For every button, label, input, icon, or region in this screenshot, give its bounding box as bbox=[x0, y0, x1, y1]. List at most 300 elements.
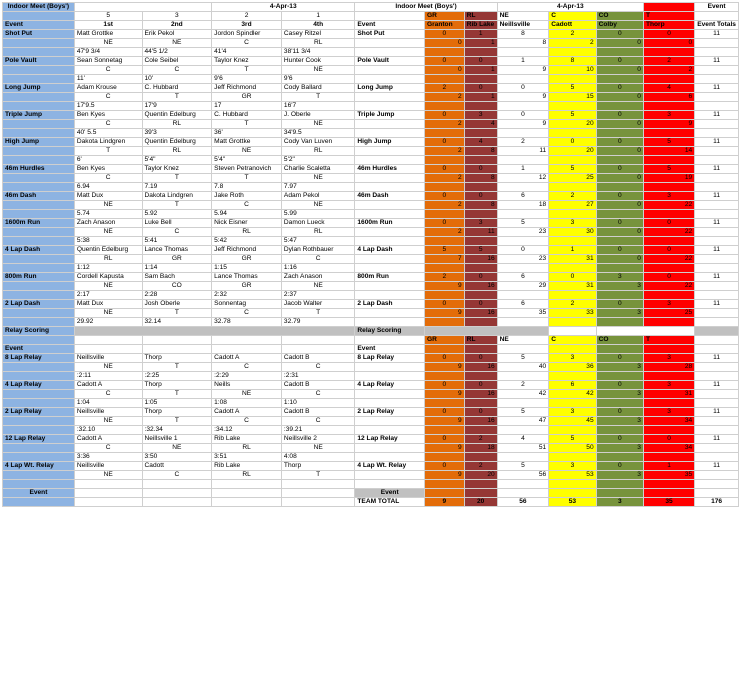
blank bbox=[695, 39, 739, 48]
blank bbox=[3, 120, 75, 129]
blank bbox=[497, 453, 549, 462]
cumulative-points: 8 bbox=[464, 174, 497, 183]
cumulative-points: 9 bbox=[424, 417, 464, 426]
athlete-team: T bbox=[281, 309, 354, 318]
blank bbox=[74, 327, 355, 336]
event-points: 0 bbox=[596, 111, 643, 120]
points-header: 5 bbox=[74, 12, 142, 21]
athlete-name: Cadott B bbox=[281, 354, 354, 363]
cumulative-points: 0 bbox=[596, 228, 643, 237]
blank bbox=[355, 426, 425, 435]
event-points: 0 bbox=[643, 30, 694, 39]
athlete-name: Thorp bbox=[142, 408, 212, 417]
athlete-team: NE bbox=[212, 390, 282, 399]
title-row bbox=[3, 3, 739, 12]
team-total-3: 53 bbox=[549, 498, 596, 507]
event-total: 11 bbox=[695, 30, 739, 39]
blank bbox=[464, 345, 497, 354]
meet-title-right: Indoor Meet (Boys') bbox=[355, 3, 497, 12]
blank bbox=[3, 336, 75, 345]
athlete-team: C bbox=[74, 66, 142, 75]
athlete-mark: 2:17 bbox=[74, 291, 142, 300]
event-points: 0 bbox=[596, 408, 643, 417]
blank bbox=[3, 372, 75, 381]
event-name-right: Shot Put bbox=[355, 30, 425, 39]
athlete-mark: 5.99 bbox=[281, 210, 354, 219]
team-row bbox=[3, 93, 739, 102]
athlete-mark: :34.12 bbox=[212, 426, 282, 435]
blank bbox=[74, 489, 142, 498]
athlete-name: Thorp bbox=[281, 462, 354, 471]
blank bbox=[695, 93, 739, 102]
athlete-name: Dakota Lindgren bbox=[74, 138, 142, 147]
event-total: 11 bbox=[695, 435, 739, 444]
athlete-team: C bbox=[142, 228, 212, 237]
event-name: 8 Lap Relay bbox=[3, 354, 75, 363]
athlete-team: NE bbox=[74, 282, 142, 291]
blank bbox=[695, 471, 739, 480]
athlete-mark: 32.78 bbox=[212, 318, 282, 327]
place-header: 1st bbox=[74, 21, 142, 30]
event-row bbox=[3, 462, 739, 471]
blank bbox=[549, 318, 596, 327]
team-code-2: NE bbox=[497, 12, 549, 21]
event-row bbox=[3, 57, 739, 66]
athlete-name: Hunter Cook bbox=[281, 57, 354, 66]
event-points: 0 bbox=[596, 138, 643, 147]
blank bbox=[3, 66, 75, 75]
event-points: 3 bbox=[549, 408, 596, 417]
athlete-name: Nick Eisner bbox=[212, 219, 282, 228]
athlete-team: NE bbox=[74, 201, 142, 210]
blank bbox=[355, 309, 425, 318]
athlete-team: C bbox=[212, 363, 282, 372]
athlete-team: C bbox=[212, 309, 282, 318]
cumulative-points: 3 bbox=[596, 390, 643, 399]
blank bbox=[355, 174, 425, 183]
mark-row bbox=[3, 237, 739, 246]
event-points: 4 bbox=[497, 435, 549, 444]
athlete-team: T bbox=[142, 363, 212, 372]
relay-section-label-right: Relay Scoring bbox=[355, 327, 425, 336]
blank bbox=[643, 480, 694, 489]
athlete-mark: 10' bbox=[142, 75, 212, 84]
blank bbox=[549, 210, 596, 219]
cumulative-points: 6 bbox=[643, 93, 694, 102]
athlete-name: Jeff Richmond bbox=[212, 246, 282, 255]
blank bbox=[464, 129, 497, 138]
event-points: 0 bbox=[424, 111, 464, 120]
blank bbox=[643, 426, 694, 435]
meet-date: 4-Apr-13 bbox=[212, 3, 355, 12]
athlete-name: Charlie Scaletta bbox=[281, 165, 354, 174]
athlete-name: Sonnentag bbox=[212, 300, 282, 309]
team-row bbox=[3, 309, 739, 318]
blank bbox=[355, 282, 425, 291]
blank bbox=[355, 399, 425, 408]
event-points: 0 bbox=[424, 408, 464, 417]
team-code-0: GR bbox=[424, 12, 464, 21]
cumulative-points: 50 bbox=[549, 444, 596, 453]
blank bbox=[355, 183, 425, 192]
event-points: 3 bbox=[643, 192, 694, 201]
blank bbox=[3, 498, 75, 507]
blank bbox=[643, 453, 694, 462]
blank bbox=[497, 102, 549, 111]
athlete-mark: 5:42 bbox=[212, 237, 282, 246]
cumulative-points: 42 bbox=[497, 390, 549, 399]
blank bbox=[355, 201, 425, 210]
athlete-team: NE bbox=[281, 201, 354, 210]
athlete-mark: 5:38 bbox=[74, 237, 142, 246]
blank bbox=[464, 102, 497, 111]
blank bbox=[355, 336, 425, 345]
blank bbox=[549, 75, 596, 84]
athlete-name: Cadott A bbox=[74, 435, 142, 444]
blank bbox=[3, 390, 75, 399]
event-points: 5 bbox=[643, 138, 694, 147]
blank bbox=[281, 345, 354, 354]
blank bbox=[643, 48, 694, 57]
cumulative-points: 20 bbox=[549, 147, 596, 156]
athlete-team: T bbox=[281, 471, 354, 480]
blank bbox=[497, 129, 549, 138]
athlete-mark: 1:16 bbox=[281, 264, 354, 273]
cumulative-points: 0 bbox=[596, 39, 643, 48]
blank bbox=[464, 318, 497, 327]
event-name-right: Long Jump bbox=[355, 84, 425, 93]
athlete-name: Ben Kyes bbox=[74, 111, 142, 120]
blank bbox=[74, 345, 142, 354]
cumulative-points: 3 bbox=[596, 444, 643, 453]
athlete-mark: 32.14 bbox=[142, 318, 212, 327]
blank bbox=[355, 12, 425, 21]
athlete-team: RL bbox=[212, 228, 282, 237]
team-row bbox=[3, 174, 739, 183]
event-points: 0 bbox=[464, 354, 497, 363]
event-total: 11 bbox=[695, 111, 739, 120]
blank bbox=[695, 120, 739, 129]
athlete-name: Rib Lake bbox=[212, 435, 282, 444]
team-row bbox=[3, 417, 739, 426]
athlete-name: Neills bbox=[212, 381, 282, 390]
relay-team-code-0: GR bbox=[424, 336, 464, 345]
event-points: 3 bbox=[549, 354, 596, 363]
blank bbox=[695, 309, 739, 318]
athlete-name: Josh Oberle bbox=[142, 300, 212, 309]
blank bbox=[424, 489, 464, 498]
event-points: 1 bbox=[464, 30, 497, 39]
athlete-name: Lance Thomas bbox=[212, 273, 282, 282]
athlete-name: Dylan Rothbauer bbox=[281, 246, 354, 255]
event-points: 6 bbox=[497, 192, 549, 201]
blank bbox=[549, 399, 596, 408]
athlete-team: NE bbox=[281, 282, 354, 291]
athlete-team: GR bbox=[142, 255, 212, 264]
blank bbox=[549, 426, 596, 435]
event-points: 8 bbox=[497, 30, 549, 39]
blank bbox=[355, 318, 425, 327]
blank bbox=[3, 426, 75, 435]
athlete-mark: :32.34 bbox=[142, 426, 212, 435]
cumulative-points: 16 bbox=[464, 282, 497, 291]
event-name-right: 2 Lap Relay bbox=[355, 408, 425, 417]
blank bbox=[596, 372, 643, 381]
athlete-mark: 44'5 1/2 bbox=[142, 48, 212, 57]
blank bbox=[695, 264, 739, 273]
footer-event-label: Event bbox=[3, 489, 75, 498]
blank bbox=[464, 210, 497, 219]
blank bbox=[695, 48, 739, 57]
cumulative-points: 0 bbox=[643, 39, 694, 48]
blank bbox=[695, 399, 739, 408]
team-total-0: 9 bbox=[424, 498, 464, 507]
athlete-name: Damon Lueck bbox=[281, 219, 354, 228]
event-points: 3 bbox=[643, 111, 694, 120]
cumulative-points: 16 bbox=[464, 390, 497, 399]
athlete-team: T bbox=[142, 93, 212, 102]
athlete-mark: 38'11 3/4 bbox=[281, 48, 354, 57]
blank bbox=[3, 48, 75, 57]
event-row bbox=[3, 408, 739, 417]
cumulative-points: 3 bbox=[596, 309, 643, 318]
blank bbox=[549, 327, 596, 336]
blank bbox=[212, 498, 282, 507]
blank bbox=[596, 345, 643, 354]
cumulative-points: 9 bbox=[497, 120, 549, 129]
blank bbox=[695, 327, 739, 336]
event-total: 11 bbox=[695, 300, 739, 309]
blank bbox=[596, 102, 643, 111]
team-row bbox=[3, 147, 739, 156]
athlete-team: T bbox=[212, 174, 282, 183]
team-row bbox=[3, 282, 739, 291]
athlete-mark: 5.74 bbox=[74, 210, 142, 219]
relay-team-code-3: C bbox=[549, 336, 596, 345]
athlete-name: Lance Thomas bbox=[142, 246, 212, 255]
blank bbox=[3, 201, 75, 210]
cumulative-points: 22 bbox=[643, 228, 694, 237]
athlete-mark: 41'4 bbox=[212, 48, 282, 57]
blank bbox=[3, 174, 75, 183]
cumulative-points: 1 bbox=[464, 39, 497, 48]
team-name-5: Thorp bbox=[643, 21, 694, 30]
blank bbox=[643, 102, 694, 111]
blank bbox=[596, 291, 643, 300]
event-points: 0 bbox=[549, 273, 596, 282]
event-points: 6 bbox=[549, 381, 596, 390]
event-total: 11 bbox=[695, 192, 739, 201]
cumulative-points: 9 bbox=[643, 120, 694, 129]
blank bbox=[3, 129, 75, 138]
place-header: 3rd bbox=[212, 21, 282, 30]
cumulative-points: 9 bbox=[497, 66, 549, 75]
athlete-team: RL bbox=[74, 255, 142, 264]
blank bbox=[424, 327, 548, 336]
athlete-name: Zach Anason bbox=[281, 273, 354, 282]
blank bbox=[643, 489, 694, 498]
athlete-name: Quentin Edelburg bbox=[74, 246, 142, 255]
athlete-team: C bbox=[74, 93, 142, 102]
athlete-name: Quentin Edelburg bbox=[142, 111, 212, 120]
event-points: 0 bbox=[424, 354, 464, 363]
event-name: 2 Lap Dash bbox=[3, 300, 75, 309]
cumulative-points: 3 bbox=[596, 417, 643, 426]
blank bbox=[424, 453, 464, 462]
cumulative-points: 9 bbox=[497, 93, 549, 102]
blank bbox=[695, 453, 739, 462]
event-name-right: 4 Lap Relay bbox=[355, 381, 425, 390]
blank bbox=[355, 66, 425, 75]
blank bbox=[3, 237, 75, 246]
blank bbox=[643, 372, 694, 381]
footer-event-row bbox=[3, 489, 739, 498]
event-points: 0 bbox=[596, 246, 643, 255]
event-points: 0 bbox=[549, 138, 596, 147]
cumulative-points: 31 bbox=[549, 282, 596, 291]
athlete-team: T bbox=[74, 147, 142, 156]
blank bbox=[596, 48, 643, 57]
cumulative-points: 3 bbox=[596, 471, 643, 480]
event-total: 11 bbox=[695, 462, 739, 471]
blank bbox=[596, 156, 643, 165]
blank bbox=[549, 345, 596, 354]
blank bbox=[424, 426, 464, 435]
event-name-right: 800m Run bbox=[355, 273, 425, 282]
blank bbox=[549, 291, 596, 300]
athlete-mark bbox=[74, 480, 142, 489]
blank bbox=[596, 327, 695, 336]
blank bbox=[596, 210, 643, 219]
meet-title: Indoor Meet (Boys') bbox=[3, 3, 75, 12]
athlete-team: RL bbox=[212, 471, 282, 480]
blank bbox=[695, 12, 739, 21]
mark-row bbox=[3, 426, 739, 435]
athlete-name: Adam Krouse bbox=[74, 84, 142, 93]
athlete-mark: 1:14 bbox=[142, 264, 212, 273]
blank bbox=[74, 336, 142, 345]
cumulative-points: 9 bbox=[424, 363, 464, 372]
athlete-name: Taylor Knez bbox=[142, 165, 212, 174]
cumulative-points: 3 bbox=[596, 282, 643, 291]
athlete-mark: :2:31 bbox=[281, 372, 354, 381]
team-name-4: Colby bbox=[596, 21, 643, 30]
cumulative-points: 15 bbox=[549, 93, 596, 102]
cumulative-points: 25 bbox=[643, 309, 694, 318]
blank bbox=[424, 372, 464, 381]
cumulative-points: 10 bbox=[549, 66, 596, 75]
athlete-name: Jordon Spindler bbox=[212, 30, 282, 39]
team-row bbox=[3, 201, 739, 210]
blank bbox=[212, 336, 282, 345]
event-points: 0 bbox=[464, 300, 497, 309]
blank bbox=[695, 390, 739, 399]
blank bbox=[464, 489, 497, 498]
event-points: 3 bbox=[643, 381, 694, 390]
blank bbox=[3, 309, 75, 318]
athlete-mark: 17 bbox=[212, 102, 282, 111]
athlete-team: C bbox=[74, 120, 142, 129]
athlete-team: C bbox=[212, 39, 282, 48]
blank bbox=[3, 471, 75, 480]
athlete-name: Thorp bbox=[142, 354, 212, 363]
athlete-team: T bbox=[142, 309, 212, 318]
blank bbox=[695, 489, 739, 498]
athlete-team: C bbox=[212, 417, 282, 426]
event-row bbox=[3, 30, 739, 39]
blank bbox=[142, 345, 212, 354]
blank bbox=[355, 210, 425, 219]
team-name-3: Cadott bbox=[549, 21, 596, 30]
team-total-label: TEAM TOTAL bbox=[355, 498, 425, 507]
event-points: 6 bbox=[497, 273, 549, 282]
relay-codes-row bbox=[3, 336, 739, 345]
athlete-team: CO bbox=[142, 282, 212, 291]
athlete-mark: 3:51 bbox=[212, 453, 282, 462]
mark-row bbox=[3, 453, 739, 462]
team-row bbox=[3, 228, 739, 237]
event-points: 1 bbox=[549, 246, 596, 255]
blank bbox=[424, 102, 464, 111]
athlete-name: Matt Grottke bbox=[212, 138, 282, 147]
athlete-name: Ben Kyes bbox=[74, 165, 142, 174]
blank bbox=[497, 399, 549, 408]
event-name: 4 Lap Dash bbox=[3, 246, 75, 255]
athlete-name: Matt Grottke bbox=[74, 30, 142, 39]
athlete-team: C bbox=[142, 66, 212, 75]
athlete-mark: :2:11 bbox=[74, 372, 142, 381]
athlete-team: RL bbox=[281, 147, 354, 156]
cumulative-points: 2 bbox=[424, 147, 464, 156]
event-name: Shot Put bbox=[3, 30, 75, 39]
cumulative-points: 34 bbox=[643, 417, 694, 426]
event-points: 0 bbox=[643, 246, 694, 255]
cumulative-points: 14 bbox=[643, 147, 694, 156]
event-points: 5 bbox=[643, 165, 694, 174]
event-points: 0 bbox=[464, 408, 497, 417]
event-points: 0 bbox=[596, 192, 643, 201]
athlete-team: NE bbox=[281, 174, 354, 183]
blank bbox=[3, 228, 75, 237]
cumulative-points: 45 bbox=[549, 417, 596, 426]
blank bbox=[695, 66, 739, 75]
athlete-team: NE bbox=[281, 444, 354, 453]
blank bbox=[497, 48, 549, 57]
athlete-mark: 7.8 bbox=[212, 183, 282, 192]
blank bbox=[424, 210, 464, 219]
blank bbox=[424, 291, 464, 300]
athlete-team: NE bbox=[74, 471, 142, 480]
blank bbox=[3, 453, 75, 462]
team-code-5: T bbox=[643, 12, 694, 21]
event-name: 4 Lap Relay bbox=[3, 381, 75, 390]
place-header-row bbox=[3, 21, 739, 30]
blank bbox=[643, 318, 694, 327]
cumulative-points: 53 bbox=[549, 471, 596, 480]
blank bbox=[464, 291, 497, 300]
cumulative-points: 23 bbox=[497, 228, 549, 237]
blank bbox=[3, 417, 75, 426]
blank bbox=[497, 156, 549, 165]
event-points: 5 bbox=[549, 165, 596, 174]
relay-event-col-header-right: Event bbox=[355, 345, 425, 354]
event-name: Pole Vault bbox=[3, 57, 75, 66]
event-points: 1 bbox=[643, 462, 694, 471]
team-row bbox=[3, 66, 739, 75]
team-row bbox=[3, 255, 739, 264]
cumulative-points: 4 bbox=[464, 120, 497, 129]
event-points: 2 bbox=[549, 192, 596, 201]
